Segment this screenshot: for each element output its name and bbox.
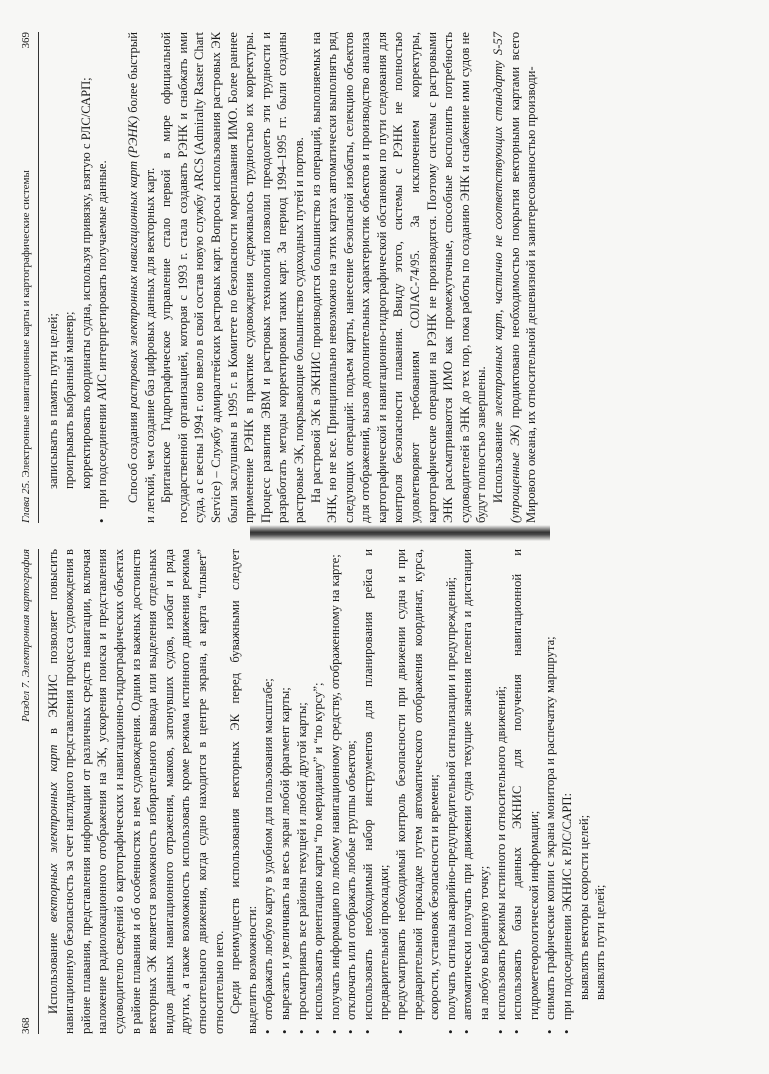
sub-list-item: выявлять пути целей; <box>593 884 608 1000</box>
right-running-head: Глава 25. Электронные навигационные карты и картографические системы <box>20 170 32 523</box>
list-item: • получать информацию по любому навигационному средству, отображенному на карте; <box>327 549 344 1034</box>
radar-sub-list <box>576 549 609 1034</box>
radar-sub-list-continued <box>45 32 95 523</box>
right-page-header <box>18 32 39 523</box>
left-page-header <box>18 549 39 1034</box>
ais-list <box>94 32 111 523</box>
list-item: • отображать любую карту в удобном для пользования масштабе; <box>260 549 277 1034</box>
list-item: • автоматически получать при движении судна текущие значения пеленга и дистанции на любую выбранную точку; <box>459 549 492 1034</box>
sub-list-item: корректировать координаты судна, используя привязку, взятую с РЛС/САРП; <box>78 77 93 489</box>
left-page <box>0 537 769 1074</box>
list-item: • снимать графические копии с экрана монитора и распечатку маршрута; <box>542 549 559 1034</box>
sub-list-item: проигрывать выбранный маневр; <box>62 311 77 489</box>
list-item: • отключать или отображать любые группы объектов; <box>343 549 360 1034</box>
list-item: • получать сигналы аварийно-предупредительной сигнализации и предупреждений; <box>443 549 460 1034</box>
list-item: • вырезать и увеличивать на весь экран любой фрагмент карты; <box>277 549 294 1034</box>
left-page-number: 368 <box>20 1017 32 1034</box>
right-paragraph-2: Британское Гидрографическое управление стало первой в мире официальной государственной организацией, которая с 1993 г. стала создавать РЭНК и снабжать ими суда, а с весны 1994 г. оно ввело в свой состав новую службу ARCS (Admiralty Raster Chart Service) – Службу адмиралтейских растровых карт. Вопросы использования растровых ЭК были заслушаны в 1995 г. в Комитете по безопасности мореплавания ИМО. Более раннее применение РЭНК в практике судовождения сдерживалось трудностью их корректуры. Процесс развития ЭВМ и растровых технологий позволил преодолеть эти трудности и разработать методы корректировки таких карт. За период 1994–1995 гг. были созданы растровые ЭК, покрывающие большинство судоходных путей и портов. <box>159 32 306 523</box>
right-paragraph-3: На растровой ЭК в ЭКНИС производится большинство из операций, выполняемых на ЭНК, но не все. Принципиально невозможно на этих картах автоматически выполнять ряд следующих операций: подъем карты, нанесение безопасной изобаты, селекцию объектов для отображений, вызов дополнительных характеристик объектов и производство анализа картографической и навигационно-гидрографической обстановки по пути следования для контроля безопасности плавания. Ввиду этого, системы с РЭНК не полностью удовлетворяют требованиям СОЛАС-74/95. За исключением корректуры, картографические операции на РЭНК не производятся. Поэтому системы с растровыми ЭНК рассматриваются ИМО как промежуточные, способные восполнить потребность судоводителей в ЭНК до тех пор, пока работы по созданию ЭНК и снабжение ими судов не будут полностью завершены. <box>308 32 489 523</box>
right-paragraph-4: Использование электронных карт, частично не соответствующих стандарту S-57 (упрощенные ЭК) продиктовано необходимостью покрытия векторными картами всего Мирового океана, их относительной дешевизной и заинтересованностью производи- <box>491 32 539 523</box>
list-item: • использовать режимы истинного и относительного движений; <box>493 549 510 1034</box>
right-page-number: 369 <box>20 32 32 49</box>
left-paragraph-2: Среди преимуществ использования векторных ЭК перед буважными следует выделить возможности: <box>228 549 259 1034</box>
list-item: • при подсоединении ЭКНИС к РЛС/САРП: <box>559 549 576 1034</box>
list-item: • при подсоединении АИС интерпретировать получаемые данные. <box>94 32 111 523</box>
list-item: • предусматривать необходимый контроль безопасности при движении судна и при предварительной прокладке путем автоматического отображения координат, курса, скорости, установок безопасности и времени; <box>393 549 443 1034</box>
sub-list-item: выявлять векторы скорости целей; <box>576 814 591 1000</box>
list-item: • использовать необходимый набор инструментов для планирования рейса и предварительной прокладки; <box>360 549 393 1034</box>
advantages-list <box>260 549 575 1034</box>
left-running-head: Раздел 7. Электронная картография <box>20 549 32 722</box>
left-paragraph-1: Использование векторных электронных карт в ЭКНИС позволяет повысить навигационную безопасность за счет наглядного представления процесса судовождения в районе плавания, представления информации от различных средств навигации, включая наложение радиолокационного отображения на ЭК, ускорения поиска и представления судоводителю сведений о картографических и навигационно-гидрографических объектах в районе плавания и об особенностях в нем судовождения. Одним из важных достоинств векторных ЭК является возможность избирательного вывода или выделения отдельных видов данных навигационного отражения, маяков, затонувших судов, изобат и ряда других, а также возможность использовать кроме режима истинного движения режима относительного движения, когда судно находится в центре экрана, а карта “плывет” относительно него. <box>45 549 226 1034</box>
list-item: • просматривать все районы текущей и любой другой карты; <box>294 549 311 1034</box>
sub-list-item: записывать в память пути целей; <box>45 313 60 489</box>
list-item: • использовать ориентацию карты “по меридиану” и “по курсу”; <box>310 549 327 1034</box>
list-item: • использовать базы данных ЭКНИС для получения навигационной и гидрометеорологической информации; <box>509 549 542 1034</box>
right-paragraph-1: Способ создания растровых электронных навигационных карт (РЭНК) более быстрый и легкий, чем создание баз цифровых данных для векторных карт. <box>125 32 157 523</box>
